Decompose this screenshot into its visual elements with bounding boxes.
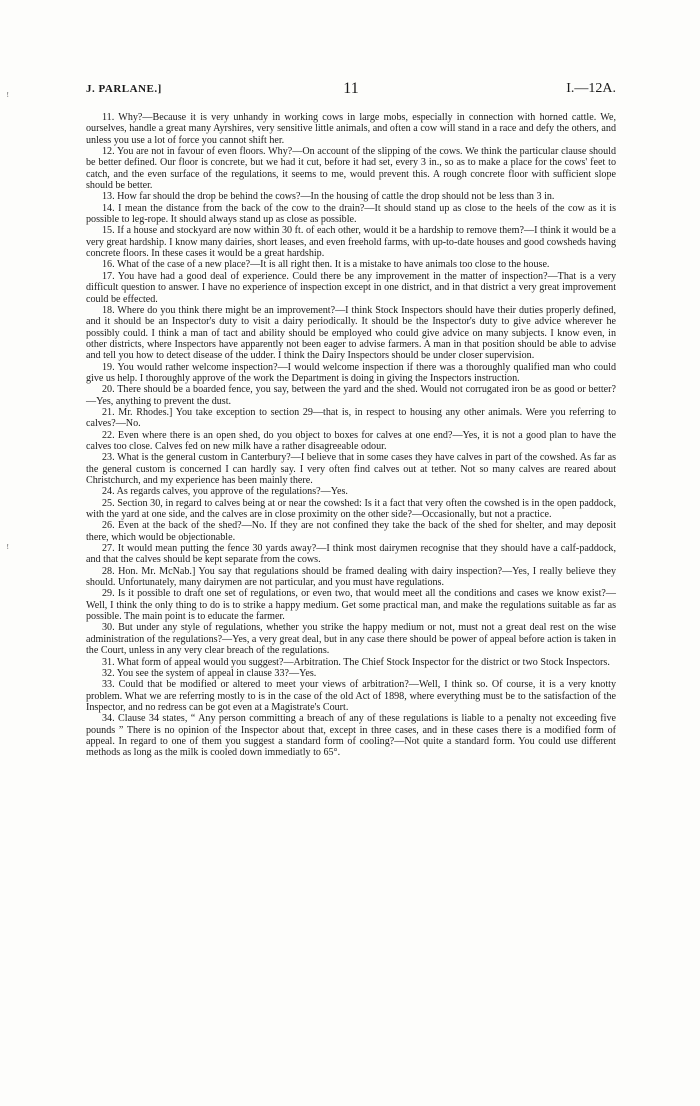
header-document-code: I.—12A. — [566, 81, 616, 96]
header-author: J. PARLANE.] — [86, 83, 162, 95]
paragraph: 20. There should be a boarded fence, you say, between the yard and the shed. Would not corrugated iron be as good or better?—Yes, anything to prevent the dust. — [86, 384, 616, 407]
paragraph: 21. Mr. Rhodes.] You take exception to section 29—that is, in respect to housing any other animals. Were you referring to calves?—No. — [86, 406, 616, 430]
paragraph: 17. You have had a good deal of experience. Could there be any improvement in the matter of inspection?—That is a very difficult question to answer. I have no experience of inspection except in one district, and in that district a very great improvement could be effected. — [86, 270, 616, 305]
paragraph: 34. Clause 34 states, “ Any person committing a breach of any of these regulations is liable to a penalty not exceeding five pounds ” There is no opinion of the Inspector about that, except in three cases, and in these cases there is a modified form of appeal. In regard to one of them you suggest a standard form of cooling?—Not quite a standard form. You could use different methods as long as the milk is cooled down immediatly to 65°. — [86, 713, 616, 759]
paragraph: 13. How far should the drop be behind the cows?—In the housing of cattle the drop should not be less than 3 in. — [102, 191, 555, 203]
document-body — [86, 112, 616, 759]
paragraph: 26. Even at the back of the shed?—No. If they are not confined they take the back of the shed for shelter, and may deposit there, which would be objectionable. — [86, 520, 616, 543]
page-header — [86, 80, 616, 103]
page-number: 11 — [343, 80, 359, 97]
paragraph: 30. But under any style of regulations, whether you strike the happy medium or not, must not a great deal rest on the wise administration of the regulations?—Yes, a very great deal, but in any case there should be power of appeal before action is taken in the Court, unless in any very clear breach of the regulations. — [86, 622, 616, 657]
paragraph: 31. What form of appeal would you suggest?—Arbitration. The Chief Stock Inspector for the district or two Stock Inspectors. — [102, 656, 610, 668]
paragraph: 18. Where do you think there might be an improvement?—I think Stock Inspectors should have their duties properly defined, and it should be an Inspector's duty to visit a dairy periodically. It should be the Inspector's duty to give advice wherever he possibly could. I think a man of tact and ability should be employed who could give advice on many subjects. I know even, in other districts, where Inspectors have apparently not been eager to advise farmers. A man in that position should be able to advise and tell you how to detect disease of the udder. I think the Dairy Inspectors should be under closer supervision. — [86, 304, 616, 362]
paragraph: 19. You would rather welcome inspection?—I would welcome inspection if there was a thoroughly qualified man who could give us help. I thoroughly approve of the work the Department is doing in giving the Inspectors instruction. — [86, 361, 616, 384]
paragraph: 22. Even where there is an open shed, do you object to boxes for calves at one end?—Yes, it is not a good plan to have the calves too close. Calves fed on new milk have a rather disagreeable odour. — [86, 429, 616, 452]
paragraph: 24. As regards calves, you approve of the regulations?—Yes. — [102, 486, 348, 498]
paragraph: 32. You see the system of appeal in clause 33?—Yes. — [102, 667, 317, 679]
paragraph: 28. Hon. Mr. McNab.] You say that regulations should be framed dealing with dairy inspection?—Yes, I really believe they should. Unfortunately, many dairymen are not particular, and you must have regulations. — [86, 565, 616, 589]
paragraph: 33. Could that be modified or altered to meet your views of arbitration?—Well, I think so. Of course, it is a very knotty problem. What we are referring mostly to is in the case of the old Act of 1898, where everything must be to the satisfaction of the Inspector, and no redress can be got even at a Magistrate's Court. — [86, 679, 616, 713]
paragraph: 23. What is the general custom in Canterbury?—I believe that in some cases they have calves in part of the cowshed. As far as the general custom is concerned I can hardly say. I very often find calves out at tether. Not so many calves are reared about Christchurch, and my experience has been mainly there. — [86, 452, 616, 486]
paragraph: 12. You are not in favour of even floors. Why?—On account of the slipping of the cows. We think the particular clause should be better defined. Our floor is concrete, but we had it cut, before it had set, every 3 in., so as to make a place for the cows' feet to catch, and the even surface of the regulations, it seems to me, would prevent this. A rough concrete floor with sufficient slope should be better. — [86, 146, 616, 192]
margin-mark-icon: ꜝ — [6, 545, 10, 556]
margin-mark-icon: ꜝ — [6, 93, 10, 104]
paragraph: 14. I mean the distance from the back of the cow to the drain?—It should stand up as close to the heels of the cow as it is possible to leg-rope. It should always stand up as close as possible. — [86, 202, 616, 226]
paragraph: 27. It would mean putting the fence 30 yards away?—I think most dairymen recognise that they should have a calf-paddock, and that the calves should be kept separate from the cows. — [86, 543, 616, 566]
paragraph: 11. Why?—Because it is very unhandy in working cows in large mobs, especially in connection with horned cattle. We, ourselves, handle a great many Ayrshires, very sensitive little animals, and often a cow will stand in a race and defy the others, and unless you use a lot of force you cannot shift her. — [86, 112, 616, 146]
paragraph: 15. If a house and stockyard are now within 30 ft. of each other, would it be a hardship to remove them?—I think it would be a very great hardship. I know many dairies, short leases, and even freehold farms, with up-to-date houses and good cowsheds having concrete floors. In these cases it would be a great hardship. — [86, 225, 616, 260]
paragraph: 25. Section 30, in regard to calves being at or near the cowshed: Is it a fact that very often the cowshed is in the open paddock, with the yard at one side, and the calves are in close proximity on the other side?—Occasionally, but not a practice. — [86, 497, 616, 521]
paragraph: 29. Is it possible to draft one set of regulations, or even two, that would meet all the conditions and cases we know exist?—Well, I think the only thing to do is to strike a happy medium. Get some practical man, and make the regulations suitable as far as possible. The main point is to educate the farmer. — [86, 588, 616, 623]
paragraph: 16. What of the case of a new place?—It is all right then. It is a mistake to have animals too close to the house. — [102, 259, 550, 271]
